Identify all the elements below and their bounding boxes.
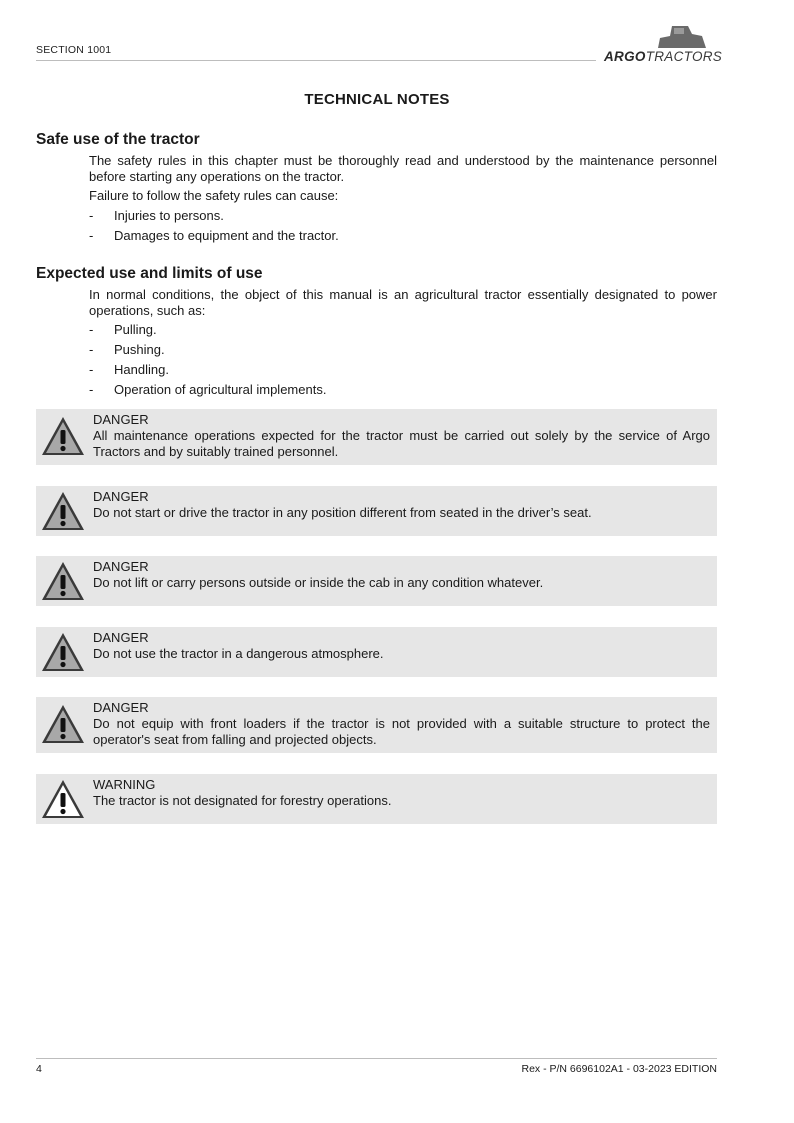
list-item-text: Operation of agricultural implements. <box>114 382 327 397</box>
part-number: Rex - P/N 6696102A1 - 03-2023 EDITION <box>521 1063 717 1075</box>
heading-expected-use: Expected use and limits of use <box>36 265 263 282</box>
brand-logo <box>596 22 723 66</box>
notice-type: DANGER <box>93 630 149 645</box>
page-title: TECHNICAL NOTES <box>304 91 450 108</box>
warning-triangle-icon <box>40 560 86 602</box>
notice-text: Do not use the tractor in a dangerous atmosphere. <box>93 646 384 661</box>
danger-notice <box>36 627 717 677</box>
header-rule <box>36 60 596 61</box>
warning-triangle-icon <box>40 703 86 745</box>
logo-text-argo: ARGO <box>604 49 646 64</box>
danger-notice <box>36 409 717 465</box>
danger-notice <box>36 556 717 606</box>
page-number: 4 <box>36 1063 42 1075</box>
notice-text: Do not equip with front loaders if the tractor is not provided with a suitable structure to protect the operator's seat from falling and projected objects. <box>93 716 710 747</box>
notice-type: DANGER <box>93 559 149 574</box>
notice-type: DANGER <box>93 412 149 427</box>
list-item-text: Damages to equipment and the tractor. <box>114 228 339 243</box>
list-item-text: Injuries to persons. <box>114 208 224 223</box>
bullet-marker: - <box>89 362 94 377</box>
danger-notice <box>36 697 717 753</box>
notice-text: Do not start or drive the tractor in any position different from seated in the driver’s seat. <box>93 505 592 520</box>
notice-type: DANGER <box>93 700 149 715</box>
bullet-marker: - <box>89 382 94 397</box>
bullet-marker: - <box>89 342 94 357</box>
notice-type: WARNING <box>93 777 156 792</box>
list-item-text: Pushing. <box>114 342 165 357</box>
notice-text: The tractor is not designated for forestry operations. <box>93 793 392 808</box>
warning-triangle-icon <box>40 778 86 820</box>
list-item-text: Handling. <box>114 362 169 377</box>
bullet-marker: - <box>89 228 94 243</box>
warning-triangle-icon <box>40 631 86 673</box>
warning-notice <box>36 774 717 824</box>
list-item-text: Pulling. <box>114 322 157 337</box>
notice-text: All maintenance operations expected for the tractor must be carried out solely by the service of Argo Tractors and by suitably trained personnel. <box>93 428 710 459</box>
bullet-marker: - <box>89 208 94 223</box>
safe-use-intro: The safety rules in this chapter must be thoroughly read and understood by the maintenance personnel before starting any operations on the tractor. <box>89 153 717 184</box>
tractor-silhouette-icon <box>644 24 708 50</box>
expected-use-intro: In normal conditions, the object of this manual is an agricultural tractor essentially designated to power operations, such as: <box>89 287 717 318</box>
logo-text-tractors: TRACTORS <box>645 49 723 64</box>
bullet-marker: - <box>89 322 94 337</box>
safe-use-failure: Failure to follow the safety rules can cause: <box>89 188 339 203</box>
header-section-label: SECTION 1001 <box>36 44 112 56</box>
warning-triangle-icon <box>40 415 86 457</box>
heading-safe-use: Safe use of the tractor <box>36 131 200 148</box>
footer-rule <box>36 1058 717 1059</box>
notice-text: Do not lift or carry persons outside or inside the cab in any condition whatever. <box>93 575 544 590</box>
notice-type: DANGER <box>93 489 149 504</box>
warning-triangle-icon <box>40 490 86 532</box>
danger-notice <box>36 486 717 536</box>
